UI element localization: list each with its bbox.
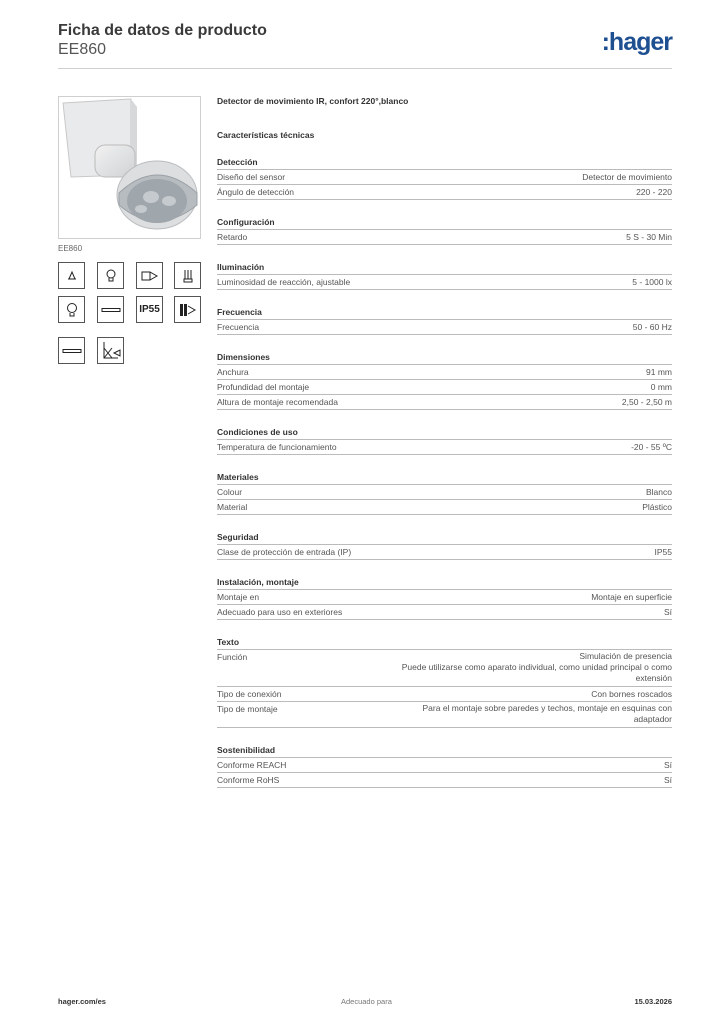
product-image	[58, 96, 201, 239]
section-title: Dimensiones	[217, 352, 270, 362]
spec-label: Función	[217, 652, 248, 662]
spec-section	[217, 745, 672, 788]
spec-label: Tipo de montaje	[217, 704, 278, 714]
spec-value	[382, 650, 672, 686]
spec-label: Temperatura de funcionamiento	[217, 442, 337, 452]
incandescent-bulb-icon	[58, 296, 85, 323]
section-title: Seguridad	[217, 532, 259, 542]
section-title: Materiales	[217, 472, 259, 482]
spec-section	[217, 427, 672, 455]
section-title: Sostenibilidad	[217, 745, 276, 755]
page-title: Ficha de datos de producto	[58, 22, 267, 39]
spec-value: 5 - 1000 lx	[632, 277, 672, 287]
spec-section	[217, 532, 672, 560]
spec-row	[217, 379, 672, 394]
section-title: Detección	[217, 157, 258, 167]
spec-value: 5 S - 30 Min	[626, 232, 672, 242]
technical-characteristics-heading: Características técnicas	[217, 130, 315, 140]
spec-value: IP55	[654, 547, 672, 557]
spec-label: Adecuado para uso en exteriores	[217, 607, 343, 617]
spec-row	[217, 484, 672, 499]
spec-row	[217, 169, 672, 184]
spec-label: Tipo de conexión	[217, 689, 282, 699]
specs-column	[217, 96, 672, 788]
footer-date: 15.03.2026	[634, 997, 672, 1006]
spec-value: Sí	[663, 760, 672, 770]
spec-section	[217, 307, 672, 335]
spec-value: -20 - 55 ºC	[631, 442, 672, 452]
spec-label: Material	[217, 502, 248, 512]
footer-note: Adecuado para	[341, 997, 392, 1006]
spec-row	[217, 604, 672, 620]
section-title: Configuración	[217, 217, 275, 227]
spec-row	[217, 649, 672, 686]
spec-label: Clase de protección de entrada (IP)	[217, 547, 352, 557]
tube-lamp-icon	[58, 337, 85, 364]
spec-row	[217, 364, 672, 379]
section-title: Condiciones de uso	[217, 427, 298, 437]
spec-value: Detector de movimiento	[582, 172, 672, 182]
ceiling-lamp-icon	[58, 262, 85, 289]
spec-row	[217, 439, 672, 455]
spec-row	[217, 319, 672, 335]
spec-value: 220 - 220	[636, 187, 672, 197]
spec-row	[217, 589, 672, 604]
spec-value-line: Simulación de presencia	[579, 651, 672, 661]
linear-lamp-icon	[97, 296, 124, 323]
hager-logo: :hager	[601, 28, 672, 56]
section-title: Texto	[217, 637, 240, 647]
product-reference: EE860	[58, 41, 107, 58]
image-caption: EE860	[58, 244, 83, 253]
spec-row	[217, 686, 672, 701]
spec-value: Blanco	[646, 487, 672, 497]
spec-label: Frecuencia	[217, 322, 260, 332]
spec-value: 2,50 - 2,50 m	[621, 397, 672, 407]
spec-label: Retardo	[217, 232, 248, 242]
product-title: Detector de movimiento IR, confort 220°,blanco	[217, 96, 409, 106]
spec-row	[217, 772, 672, 788]
spec-section	[217, 472, 672, 515]
spec-label: Conforme RoHS	[217, 775, 280, 785]
spec-row	[217, 544, 672, 560]
section-title: Iluminación	[217, 262, 265, 272]
spec-label: Montaje en	[217, 592, 260, 602]
spec-section	[217, 352, 672, 410]
spec-row	[217, 701, 672, 728]
page-header	[58, 22, 672, 69]
spec-section	[217, 217, 672, 245]
spec-label: Conforme REACH	[217, 760, 287, 770]
spec-label: Diseño del sensor	[217, 172, 286, 182]
spec-section	[217, 577, 672, 620]
spec-row	[217, 184, 672, 200]
spec-label: Altura de montaje recomendada	[217, 397, 338, 407]
spec-row	[217, 757, 672, 772]
spec-label: Profundidad del montaje	[217, 382, 310, 392]
fluorescent-tube-icon	[174, 262, 201, 289]
spec-section	[217, 262, 672, 290]
spec-sections	[217, 157, 672, 788]
spec-value: 91 mm	[646, 367, 672, 377]
spec-row	[217, 274, 672, 290]
section-title: Frecuencia	[217, 307, 262, 317]
spec-row	[217, 394, 672, 410]
spec-label: Luminosidad de reacción, ajustable	[217, 277, 351, 287]
ip55-label: IP55	[136, 296, 163, 323]
section-title: Instalación, montaje	[217, 577, 299, 587]
spec-label: Colour	[217, 487, 243, 497]
led-driver-icon	[174, 296, 201, 323]
spec-value: Sí	[663, 775, 672, 785]
halogen-transformer-icon	[136, 262, 163, 289]
spec-label: Anchura	[217, 367, 249, 377]
spec-label: Ángulo de detección	[217, 187, 295, 197]
spec-section	[217, 637, 672, 728]
wall-mount-icon	[97, 337, 124, 364]
spec-section	[217, 157, 672, 200]
spec-row	[217, 499, 672, 515]
spec-value-line: Puede utilizarse como aparato individual, como unidad principal o como extensión	[401, 662, 672, 683]
footer-website: hager.com/es	[58, 997, 106, 1006]
spec-value: 0 mm	[650, 382, 672, 392]
spec-row	[217, 229, 672, 245]
spec-value: Para el montaje sobre paredes y techos, montaje en esquinas con adaptador	[422, 703, 672, 724]
spec-value: Plástico	[642, 502, 672, 512]
spec-value: 50 - 60 Hz	[632, 322, 672, 332]
spec-value: Sí	[663, 607, 672, 617]
spec-value: Con bornes roscados	[591, 689, 672, 699]
spec-value: Montaje en superficie	[591, 592, 672, 602]
bulb-dimmable-icon	[97, 262, 124, 289]
